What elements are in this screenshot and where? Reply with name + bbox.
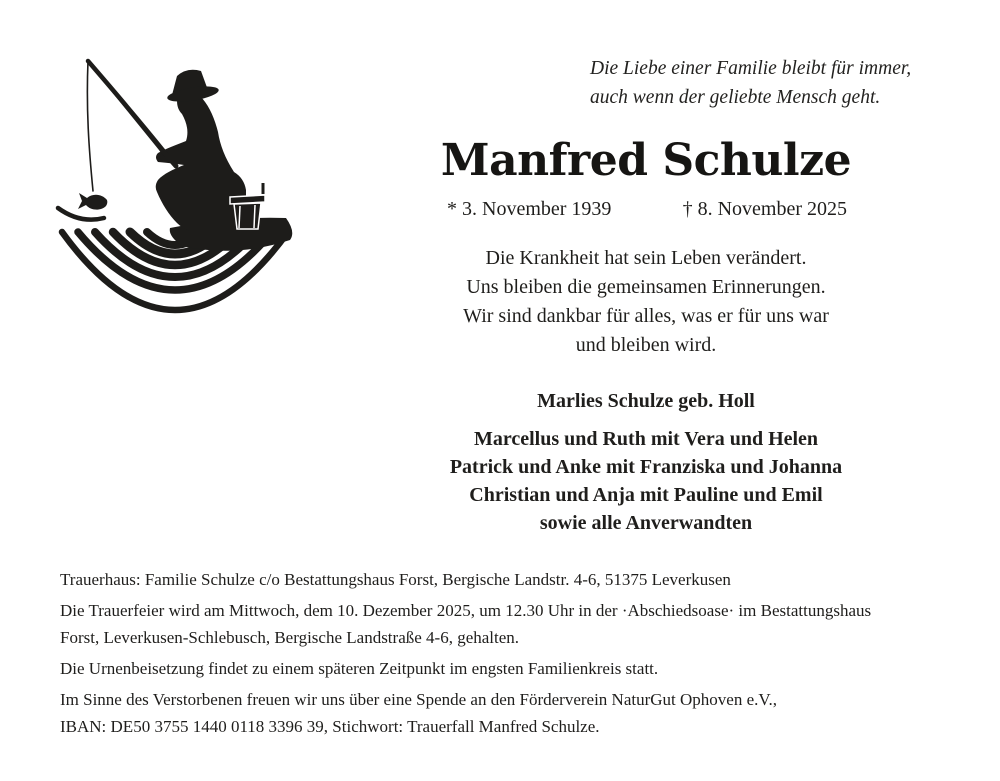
hat-icon: [166, 70, 219, 105]
detail-line: Die Urnenbeisetzung findet zu einem späteren Zeitpunkt im engsten Familienkreis statt.: [60, 659, 659, 678]
epigraph: [590, 54, 950, 112]
obituary-line: Die Krankheit hat sein Leben verändert.: [485, 247, 807, 269]
chief-mourner: Marlies Schulze geb. Holl: [537, 390, 755, 412]
fishing-rod-icon: [87, 61, 176, 191]
family-line: Marcellus und Ruth mit Vera und Helen: [473, 428, 819, 450]
family-line: Christian und Anja mit Pauline und Emil: [469, 484, 823, 506]
fisherman-illustration: [50, 50, 320, 320]
family-list: [394, 425, 898, 537]
life-dates: [447, 196, 847, 223]
death-date: † 8. November 2025: [682, 198, 847, 220]
detail-line: Forst, Leverkusen-Schlebusch, Bergische Landstraße 4-6, gehalten.: [60, 628, 520, 647]
epigraph-line: auch wenn der geliebte Mensch geht.: [590, 87, 881, 108]
family-line: Patrick und Anke mit Franziska und Johanna: [449, 456, 843, 478]
detail-line: Trauerhaus: Familie Schulze c/o Bestattungshaus Forst, Bergische Landstr. 4-6, 51375 Leverkusen: [60, 570, 731, 589]
obituary-text: [394, 244, 898, 360]
birth-date: * 3. November 1939: [447, 198, 612, 220]
detail-line: Im Sinne des Verstorbenen freuen wir uns über eine Spende an den Förderverein NaturGut Ophoven e.V.,: [60, 690, 777, 709]
obituary-line: Uns bleiben die gemeinsamen Erinnerungen.: [466, 276, 826, 298]
deceased-name: Manfred Schulze: [440, 135, 852, 186]
funeral-details: [60, 562, 975, 744]
detail-line: IBAN: DE50 3755 1440 0118 3396 39, Stichwort: Trauerfall Manfred Schulze.: [60, 717, 600, 736]
fish-icon: [78, 193, 107, 210]
epigraph-line: Die Liebe einer Familie bleibt für immer,: [590, 58, 912, 79]
detail-line: Die Trauerfeier wird am Mittwoch, dem 10. Dezember 2025, um 12.30 Uhr in der ·Abschiedsoase· im Bestattungshaus: [60, 601, 872, 620]
obituary-line: Wir sind dankbar für alles, was er für uns war: [463, 305, 829, 327]
family-line: sowie alle Anverwandten: [539, 512, 753, 534]
obituary-line: und bleiben wird.: [575, 334, 717, 356]
